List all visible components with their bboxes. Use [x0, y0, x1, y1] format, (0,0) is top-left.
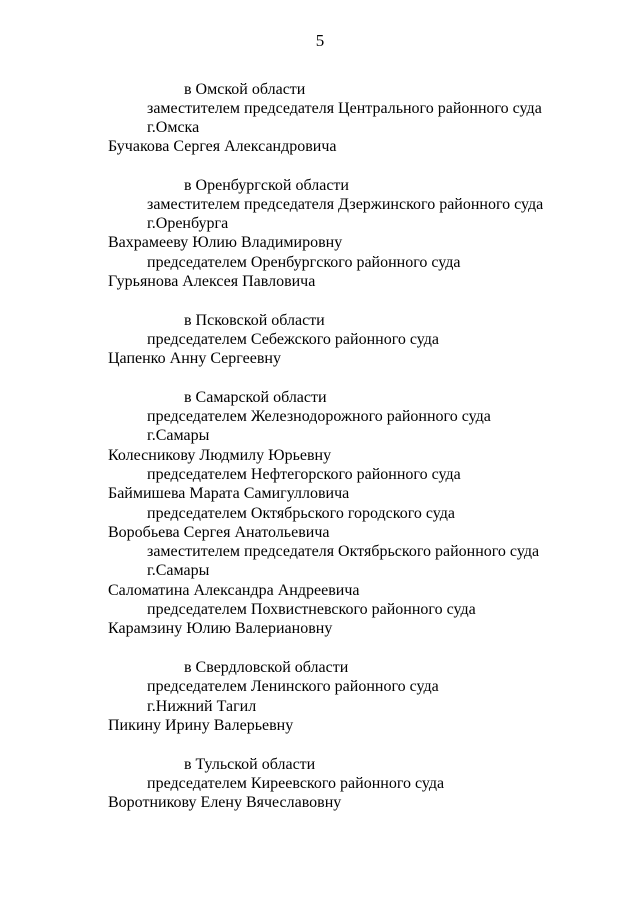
position-line: председателем Киреевского районного суда — [147, 775, 445, 792]
position-line: заместителем председателя Центрального районного суда — [147, 100, 542, 117]
region-heading: в Самарской области — [184, 389, 327, 406]
region-heading: в Тульской области — [184, 756, 316, 773]
person-name: Колесникову Людмилу Юрьевну — [108, 447, 332, 464]
person-name: Воротникову Елену Вячеславовну — [108, 794, 342, 811]
position-line: председателем Ленинского районного суда — [147, 678, 439, 695]
person-name: Вахрамееву Юлию Владимировну — [108, 234, 343, 251]
position-line: г.Самары — [147, 562, 210, 579]
region-heading: в Свердловской области — [184, 659, 349, 676]
position-line: председателем Оренбургского районного суда — [147, 254, 461, 271]
person-name: Саломатина Александра Андреевича — [108, 582, 360, 599]
position-line: председателем Железнодорожного районного суда — [147, 408, 491, 425]
region-heading: в Омской области — [184, 81, 306, 98]
region-heading: в Оренбургской области — [184, 177, 349, 194]
position-line: г.Самары — [147, 427, 210, 444]
position-line: г.Оренбурга — [147, 215, 229, 232]
position-line: г.Омска — [147, 119, 200, 136]
person-name: Цапенко Анну Сергеевну — [108, 350, 281, 367]
position-line: заместителем председателя Октябрьского районного суда — [147, 543, 540, 560]
person-name: Воробьева Сергея Анатольевича — [108, 524, 330, 541]
person-name: Баймишева Марата Самигулловича — [108, 485, 350, 502]
position-line: председателем Нефтегорского районного суда — [147, 466, 461, 483]
position-line: г.Нижний Тагил — [147, 698, 257, 715]
region-heading: в Псковской области — [184, 312, 325, 329]
page-number: 5 — [315, 31, 325, 50]
person-name: Карамзину Юлию Валериановну — [108, 620, 333, 637]
person-name: Пикину Ирину Валерьевну — [108, 717, 294, 734]
person-name: Гурьянова Алексея Павловича — [108, 273, 316, 290]
person-name: Бучакова Сергея Александровича — [108, 138, 337, 155]
position-line: председателем Себежского районного суда — [147, 331, 439, 348]
position-line: председателем Октябрьского городского суда — [147, 505, 456, 522]
position-line: заместителем председателя Дзержинского районного суда — [147, 196, 544, 213]
position-line: председателем Похвистневского районного суда — [147, 601, 476, 618]
